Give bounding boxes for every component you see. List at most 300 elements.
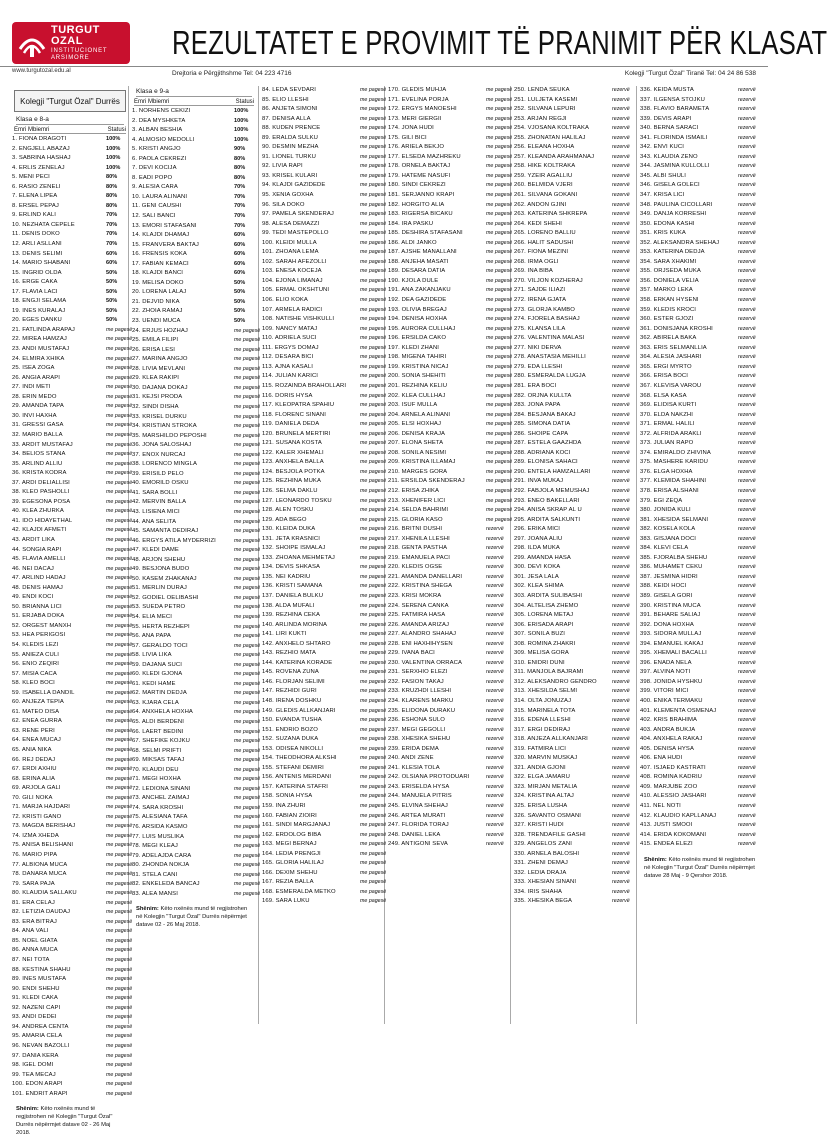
student-status: me pagesë [106,661,133,668]
student-status: me pagesë [234,785,261,792]
student-name: 146. FLORJAN SELIMI [262,678,325,685]
student-status: me pagesë [486,402,513,409]
student-name: 194. DENISA HOXHA [388,316,447,323]
student-name: 47. ARLIND HADAJ [12,575,66,582]
student-status: me pagesë [234,852,261,859]
student-status: rezervë [612,382,630,389]
student-status: 50% [106,288,118,295]
student-name: 238. XHESIKA SHEHU [388,736,451,743]
student-name: 52. GODIEL OELIBASHI [132,594,199,601]
student-name: 107. ARMELA RADICI [262,306,323,313]
student-name: 27. INDI METI [12,384,51,391]
student-row [388,754,508,764]
student-name: 50. KASEM ZHAKANAJ [132,575,197,582]
student-status: me pagesë [360,392,387,399]
header-status: Statusi [107,127,126,133]
student-name: 51. ERJABA DOKA [12,613,65,620]
student-status: 70% [106,221,118,228]
student-name: 96. SILA DOKO [262,201,305,208]
student-name: 210. MARGES GORA [388,468,448,475]
student-name: 269. INA BIBA [514,268,553,275]
student-status: me pagesë [106,422,133,429]
student-name: 402. KRIS BRAHIMA [640,717,698,724]
student-row [640,458,760,468]
student-status: me pagesë [106,976,133,983]
student-status: rezervë [486,717,504,724]
student-row [514,554,634,564]
student-row [12,183,128,193]
student-row [388,640,508,650]
student-name: 113. AJNA KASALI [262,363,313,370]
student-row [262,821,387,831]
student-row [640,697,760,707]
student-name: 357. MARKO LEKA [640,287,693,294]
student-name: 284. BESJANA BAKAJ [514,411,576,418]
student-row [132,269,256,279]
student-name: 337. ILGENSA STOJKU [640,96,705,103]
student-name: 321. ANDIA GJONI [514,764,566,771]
student-status: me pagesë [106,699,133,706]
student-row [514,802,634,812]
student-status: me pagesë [234,394,261,401]
student-status: rezervë [612,497,630,504]
student-row [12,402,133,412]
student-name: 44. SONGIA RAPI [12,546,62,553]
student-row [640,783,760,793]
student-name: 387. JESMINA HIDRI [640,573,698,580]
student-name: 33. ARDIT MUSTAFAJ [12,441,73,448]
student-name: 216. BRITNI DUSHI [388,526,443,533]
student-name: 212. ERISA ZHIKA [388,487,440,494]
student-status: me pagesë [106,937,133,944]
student-name: 74. SARA KROSHI [132,804,184,811]
student-name: 3. SABRINA HASHAJ [12,155,71,162]
student-name: 230. VALENTINA ORRACA [388,659,463,666]
student-name: 135. NEI KADRIU [262,573,311,580]
student-name: 26. ERISA LESI [132,346,175,353]
student-row [12,937,133,947]
student-name: 46. ERGYS ATILA MYDERRIZI [132,537,216,544]
student-name: 129. ADA BEGO [262,516,307,523]
student-name: 213. XHENIFER LICI [388,497,446,504]
student-name: 80. ZHONDA NOKJA [132,862,190,869]
student-row [12,612,133,622]
student-status: rezervë [612,860,630,867]
student-status: rezervë [612,669,630,676]
student-status: rezervë [612,354,630,361]
student-status: rezervë [612,249,630,256]
student-name: 67. ERDI AXHIU [12,766,57,773]
student-name: 409. MARJUBE ZOO [640,783,698,790]
student-name: 22. MIREA HAMZAJ [12,336,67,343]
student-name: 3. ALBAN BESHIA [132,127,183,134]
note-label: Shënim: [644,856,667,863]
student-status: me pagesë [234,613,261,620]
student-status: me pagesë [360,316,387,323]
student-status: 70% [106,212,118,219]
student-row [12,517,133,527]
student-row [388,344,513,354]
student-row [262,573,387,583]
student-status: rezervë [486,592,504,599]
student-name: 374. EMIRALDO ZHIVINA [640,449,711,456]
student-name: 304. ALTELISA ZHEMO [514,602,579,609]
student-name: 334. IRIS SHAHA [514,888,562,895]
student-row [388,430,513,440]
student-name: 279. EDA LLESHI [514,363,563,370]
student-row [388,611,508,621]
student-row [388,286,513,296]
student-row [514,201,634,211]
student-row [640,525,760,535]
student-name: 204. ARNELA ALINANI [388,411,451,418]
student-status: rezervë [612,526,630,533]
student-status: rezervë [486,631,504,638]
student-row [388,602,508,612]
student-name: 2. ENGJELL ABAZAJ [12,145,70,152]
student-name: 339. DEVIS ARAPI [640,115,692,122]
student-row [132,708,261,718]
student-status: me pagesë [106,651,133,658]
student-status: rezervë [612,707,630,714]
student-status: me pagesë [106,1071,133,1078]
website-link[interactable]: www.turgutozal.edu.al [12,68,71,74]
student-row [262,697,387,707]
student-name: 164. LEDIA PRENGJI [262,850,321,857]
student-row [12,975,133,985]
student-row [640,449,760,459]
student-status: rezervë [738,182,756,189]
student-status: me pagesë [234,346,261,353]
student-row [12,221,128,231]
student-row [132,794,261,804]
student-row [388,172,513,182]
student-row [12,631,133,641]
student-status: me pagesë [106,670,133,677]
student-name: 58. KLEO BOCI [12,680,55,687]
student-status: me pagesë [106,527,133,534]
student-status: rezervë [738,612,756,619]
student-name: 315. MARINELA TOTA [514,707,576,714]
student-status: me pagesë [106,403,133,410]
student-row [132,145,256,155]
student-name: 65. ALDI BERDENI [132,719,185,725]
student-status: rezervë [486,621,504,628]
student-status: me pagesë [106,556,133,563]
student-name: 12. ARLI ASLLANI [12,241,62,248]
student-row [12,507,133,517]
results-table [0,86,768,1137]
student-row [388,582,508,592]
student-name: 380. JONIDA KULI [640,507,691,514]
college-contact: Kolegji "Turgut Özal" Tiranë Tel: 04 24 86 538 [624,70,756,77]
student-row [640,248,760,258]
student-status: rezervë [612,421,630,428]
student-status: me pagesë [106,966,133,973]
student-status: me pagesë [486,115,513,122]
student-row [514,831,634,841]
student-name: 221. AMANDA DANELLARI [388,573,463,580]
student-row [12,899,133,909]
student-status: me pagesë [360,831,387,838]
student-name: 291. INVA MUKAJ [514,478,564,485]
student-status: me pagesë [360,449,387,456]
student-name: 293. ENEO BAKELLARI [514,497,580,504]
student-status: me pagesë [234,480,261,487]
student-status: rezervë [612,573,630,580]
student-status: rezervë [486,545,504,552]
student-name: 78. DANARA MUCA [12,871,67,878]
student-name: 19. INES KURALAJ [12,307,66,314]
student-status: 50% [234,308,246,315]
student-row [514,764,634,774]
student-name: 397. ALVINA NOTI [640,669,691,676]
student-name: 199. KRISTINA NICAJ [388,363,449,370]
student-row [262,897,387,907]
student-name: 73. MAGDA BERISHAJ [12,823,76,830]
student-status: rezervë [612,516,630,523]
student-status: me pagesë [106,766,133,773]
student-row [12,383,133,393]
student-status: me pagesë [234,556,261,563]
student-status: me pagesë [486,134,513,141]
student-status: rezervë [738,344,756,351]
student-status: me pagesë [106,708,133,715]
student-row [388,783,508,793]
student-name: 10. LAURA ALINANI [132,193,188,200]
student-name: 84. ANA VALI [12,928,49,935]
student-row [514,668,634,678]
student-row [640,191,760,201]
student-status: me pagesë [234,881,261,888]
results-column-3 [262,86,387,1024]
student-status: me pagesë [234,804,261,811]
student-status: rezervë [738,783,756,790]
student-row [132,661,261,671]
student-row [388,812,508,822]
student-status: rezervë [612,163,630,170]
student-row [262,258,387,268]
student-name: 178. ORNELA BAKTAJ [388,163,451,170]
student-status: me pagesë [486,325,513,332]
student-status: rezervë [612,268,630,275]
student-row [640,735,760,745]
student-row [388,239,513,249]
student-name: 51. MERLIN DURAJ [132,585,187,592]
student-row [640,554,760,564]
student-row [132,432,261,442]
student-row [132,537,261,547]
student-row [388,411,513,421]
student-status: me pagesë [106,393,133,400]
student-row [640,831,760,841]
student-status: me pagesë [234,327,261,334]
student-row [388,630,508,640]
student-status: rezervë [612,182,630,189]
student-status: rezervë [738,736,756,743]
student-status: me pagesë [486,430,513,437]
student-row [132,403,261,413]
student-status: me pagesë [360,869,387,876]
student-name: 68. ERINA ALIA [12,775,55,782]
student-row [262,888,387,898]
student-status: rezervë [612,564,630,571]
student-row [262,401,387,411]
student-row [388,840,508,850]
student-status: me pagesë [234,537,261,544]
student-status: me pagesë [360,335,387,342]
student-row [262,582,387,592]
student-row [388,162,513,172]
student-row [388,821,508,831]
student-status: rezervë [612,134,630,141]
student-row [12,479,133,489]
student-status: 50% [234,298,246,305]
student-row [640,162,760,172]
student-name: 47. KLEDI DAME [132,547,179,554]
student-status: me pagesë [360,783,387,790]
student-name: 358. ERKAN HYSENI [640,297,699,304]
student-name: 152. SUZANA DUKA [262,736,319,743]
student-status: 100% [234,136,249,143]
student-status: me pagesë [486,96,513,103]
student-name: 53. SUEDA PETRO [132,604,186,611]
student-name: 7. ELENA LIPEA [12,193,58,200]
student-status: rezervë [486,783,504,790]
student-name: 378. ERISA ALSHANI [640,487,699,494]
student-row [514,859,634,869]
student-status: me pagesë [360,153,387,160]
student-status: me pagesë [360,411,387,418]
student-name: 290. ENTELA HAMZALLARI [514,468,591,475]
student-row [12,689,133,699]
student-row [132,174,256,184]
student-row [640,220,760,230]
student-status: 80% [106,193,118,200]
student-row [514,850,634,860]
student-name: 13. EMORI STAFASANI [132,222,197,229]
student-status: me pagesë [234,642,261,649]
student-name: 225. FATMIRA HASA [388,612,446,619]
student-name: 18. KLAJDI BANCI [132,270,184,277]
student-status: rezervë [738,239,756,246]
student-row [388,392,513,402]
student-name: 56. ANA PAPA [132,633,171,640]
student-row [12,1071,133,1081]
student-status: rezervë [612,841,630,848]
student-status: rezervë [486,650,504,657]
student-name: 99. TEDI MASTEPOLLO [262,230,329,237]
student-name: 363. ERIS SELMANLLIA [640,344,707,351]
student-status: rezervë [486,688,504,695]
student-row [132,718,261,728]
student-row [514,153,634,163]
student-status: me pagesë [360,707,387,714]
student-name: 24. ERJUS HOZHAJ [132,327,188,334]
student-name: 324. KRISTINA ALTAJ [514,793,574,800]
student-row [514,458,634,468]
student-row [388,592,508,602]
student-status: me pagesë [486,125,513,132]
student-status: rezervë [738,640,756,647]
student-status: rezervë [612,306,630,313]
student-row [132,642,261,652]
student-status: 100% [234,117,249,124]
header-name: Emri Mbiemri [134,99,170,105]
student-name: 319. FATMIRA LICI [514,745,567,752]
student-status: 80% [234,165,246,172]
student-row [262,306,387,316]
student-status: me pagesë [106,861,133,868]
student-status: rezervë [612,192,630,199]
student-name: 348. PAULINA CICOLLARI [640,201,713,208]
student-status: me pagesë [486,507,513,514]
student-name: 201. REZHINA KELIU [388,382,448,389]
student-name: 408. ROMINA KADRIU [640,774,703,781]
student-row [514,172,634,182]
student-name: 38. LORENCO MINGLA [132,461,197,468]
director-contact: Drejtoria e Përgjithshme Tel: 04 223 4716 [172,70,292,77]
student-name: 26. ANGIA ARAPI [12,374,60,381]
student-row [132,107,256,117]
student-name: 345. ALBI SHULI [640,172,687,179]
student-row [12,679,133,689]
student-name: 159. INA ZHURI [262,803,306,810]
student-status: rezervë [612,96,630,103]
student-status: rezervë [612,717,630,724]
student-name: 381. XHESIDA SELMANI [640,516,709,523]
student-name: 132. SHOIPE ISMALAJ [262,545,326,552]
student-status: rezervë [738,249,756,256]
student-row [262,878,387,888]
column-header [134,99,254,106]
student-name: 311. MANJOLA BAJRAMI [514,669,584,676]
student-name: 14. KLAJDI DHAMAJ [132,232,190,239]
student-name: 168. ESMERALDA METKO [262,888,336,895]
student-row [262,792,387,802]
student-row [514,420,634,430]
student-row [132,202,256,212]
student-row [262,745,387,755]
student-name: 396. ENADA NELA [640,659,692,666]
student-status: rezervë [612,621,630,628]
student-status: me pagesë [360,516,387,523]
student-status: 50% [234,318,246,325]
student-status: me pagesë [234,365,261,372]
student-name: 328. TRENDAFILE GASHI [514,831,586,838]
student-name: 184. IRA PASKU [388,220,434,227]
student-row [262,611,387,621]
student-row [12,393,133,403]
student-name: 86. ANNA MUCA [12,947,58,954]
student-row [262,592,387,602]
student-name: 93. KRISEL KULARI [262,172,318,179]
student-name: 303. ARDITA SULIBASHI [514,592,583,599]
student-status: me pagesë [234,843,261,850]
student-name: 8. EADI POPO [132,174,173,181]
student-name: 310. ENIDRI DUNI [514,659,565,666]
student-name: 197. KLEDI ZHANI [388,344,440,351]
student-row [12,794,133,804]
student-status: rezervë [738,192,756,199]
student-row [262,764,387,774]
student-status: rezervë [612,783,630,790]
student-row [132,670,261,680]
student-row [12,307,128,317]
student-name: 11. GENI CAUSHI [132,203,182,210]
student-name: 68. SELMI PRIFTI [132,747,182,754]
student-status: me pagesë [486,201,513,208]
